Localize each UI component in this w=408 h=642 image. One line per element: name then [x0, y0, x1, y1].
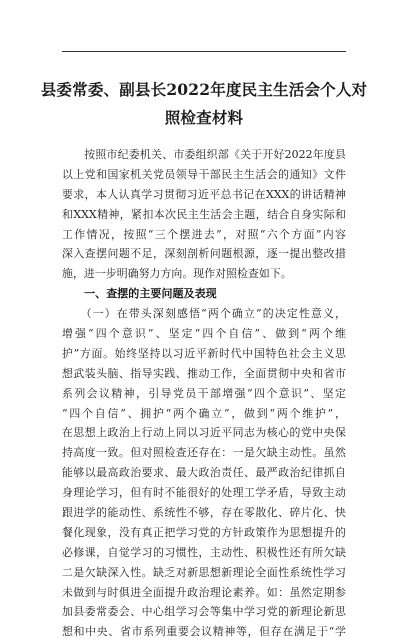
body-line: 工作情况，按照“三个摆进去”，对照“六个方面”内容: [62, 227, 346, 241]
body-line: 身理论学习，但有时不能很好的处理工学矛盾，导致主动: [62, 486, 346, 500]
body-line: 深入查摆问题不足，深刻剖析问题根源，逐一提出整改措: [62, 247, 346, 261]
body-line: 跟进学的能动性、系统性不够，存在零散化、碎片化、快: [62, 506, 346, 520]
document-title-line-1: 县委常委、副县长2022年度民主生活会个人对: [40, 80, 368, 99]
body-line: “四个自信”、拥护“两个确立”，做到“两个维护”，: [62, 406, 346, 420]
body-line: 以上党和国家机关党员领导干部民主生活会的通知》文件: [62, 167, 346, 181]
body-line: 和XXX精神，紧扣本次民主生活会主题，结合自身实际和: [62, 207, 346, 221]
section-heading: 一、查摆的主要问题及表现: [62, 287, 217, 301]
body-line: 施，进一步明确努力方向。现作对照检查如下。: [62, 267, 292, 281]
body-line: 必修课，自觉学习的习惯性，主动性、积极性还有所欠缺: [62, 545, 346, 559]
body-line: 按照市纪委机关、市委组织部《关于开好2022年度县: [62, 148, 346, 161]
body-line: 未做到与时俱进全面提升政治理论素养。如：虽然定期参: [62, 585, 346, 599]
document-title-line-2: 照检查材料: [164, 108, 244, 127]
body-line: 增强“四个意识”、坚定“四个自信”、做到“两个维: [62, 327, 346, 341]
body-line: 系列会议精神，引导党员干部增强“四个意识”、坚定: [62, 386, 346, 400]
body-line: （一）在带头深刻感悟“两个确立”的决定性意义，: [62, 307, 346, 321]
body-line: 想和中央、省市系列重要会议精神等，但存在满足于“学: [62, 625, 346, 639]
body-line: 持高度一致。但对照检查还存在：一是欠缺主动性。虽然: [62, 446, 346, 460]
document-body: [62, 145, 346, 642]
body-line: 二是欠缺深入性。缺乏对新思想新理论全面性系统性学习: [62, 565, 346, 579]
body-line: 能够以最高政治要求、最大政治责任、最严政治纪律抓自: [62, 466, 346, 480]
body-line: 要求，本人认真学习贯彻习近平总书记在XXX的讲话精神: [62, 187, 346, 201]
body-line: 餐化现象，没有真正把学习党的方针政策作为思想提升的: [62, 525, 346, 539]
body-line: 护”方面。始终坚持以习近平新时代中国特色社会主义思: [62, 346, 346, 360]
body-line: 在思想上政治上行动上同以习近平同志为核心的党中央保: [62, 426, 346, 440]
body-line: 想武装头脑、指导实践、推动工作，全面贯彻中央和省市: [62, 366, 346, 380]
body-line: 加县委常委会、中心组学习会等集中学习党的新理论新思: [62, 605, 346, 619]
header-rule: [62, 51, 346, 52]
